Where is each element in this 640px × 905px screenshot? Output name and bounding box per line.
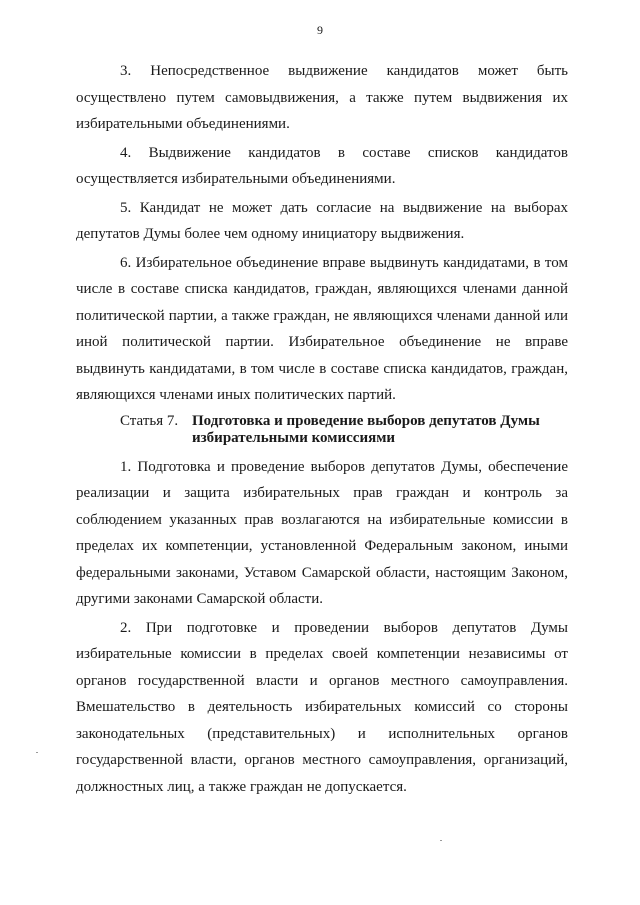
article-7-paragraph-1: 1. Подготовка и проведение выборов депутатов Думы, обеспечение реализации и защита избирательных прав граждан и контроль за соблюдением указанных прав возлагаются на избирательные комиссии в пределах их компетенции, установленной Федеральным законом, иными федеральными законами, Уставом Самарской области, настоящим Законом, другими законами Самарской области.	[76, 458, 568, 607]
paragraph-5: 5. Кандидат не может дать согласие на выдвижение на выборах депутатов Думы более чем одному инициатору выдвижения.	[76, 199, 568, 242]
article-7-heading	[76, 413, 568, 448]
page-number: 9	[317, 23, 323, 37]
scan-speck	[36, 752, 38, 753]
paragraph-3: 3. Непосредственное выдвижение кандидатов может быть осуществлено путем самовыдвижения, а также путем выдвижения их избирательными объединениями.	[76, 63, 568, 132]
article-7-paragraph-2: 2. При подготовке и проведении выборов депутатов Думы избирательные комиссии в пределах своей компетенции независимы от органов государственной власти и органов местного самоуправления. Вмешательство в деятельность избирательных комиссий со стороны законодательных (представительных) и исполнительных органов государственной власти, органов местного самоуправления, организаций, должностных лиц, а также граждан не допускается.	[76, 619, 568, 795]
document-body	[76, 58, 568, 802]
paragraph-4: 4. Выдвижение кандидатов в составе списков кандидатов осуществляется избирательными объединениями.	[76, 144, 568, 187]
paragraph-6: 6. Избирательное объединение вправе выдвинуть кандидатами, в том числе в составе списка кандидатов, граждан, являющихся членами данной политической партии, а также граждан, не являющихся членами данной или иной политической партии. Избирательное объединение не вправе выдвинуть кандидатами, в том числе в составе списка кандидатов, граждан, являющихся членами иных политических партий.	[76, 254, 568, 403]
article-title: Подготовка и проведение выборов депутатов Думы избирательными комиссиями	[192, 412, 540, 446]
scan-speck	[440, 840, 442, 841]
article-label: Статья 7.	[120, 412, 179, 429]
